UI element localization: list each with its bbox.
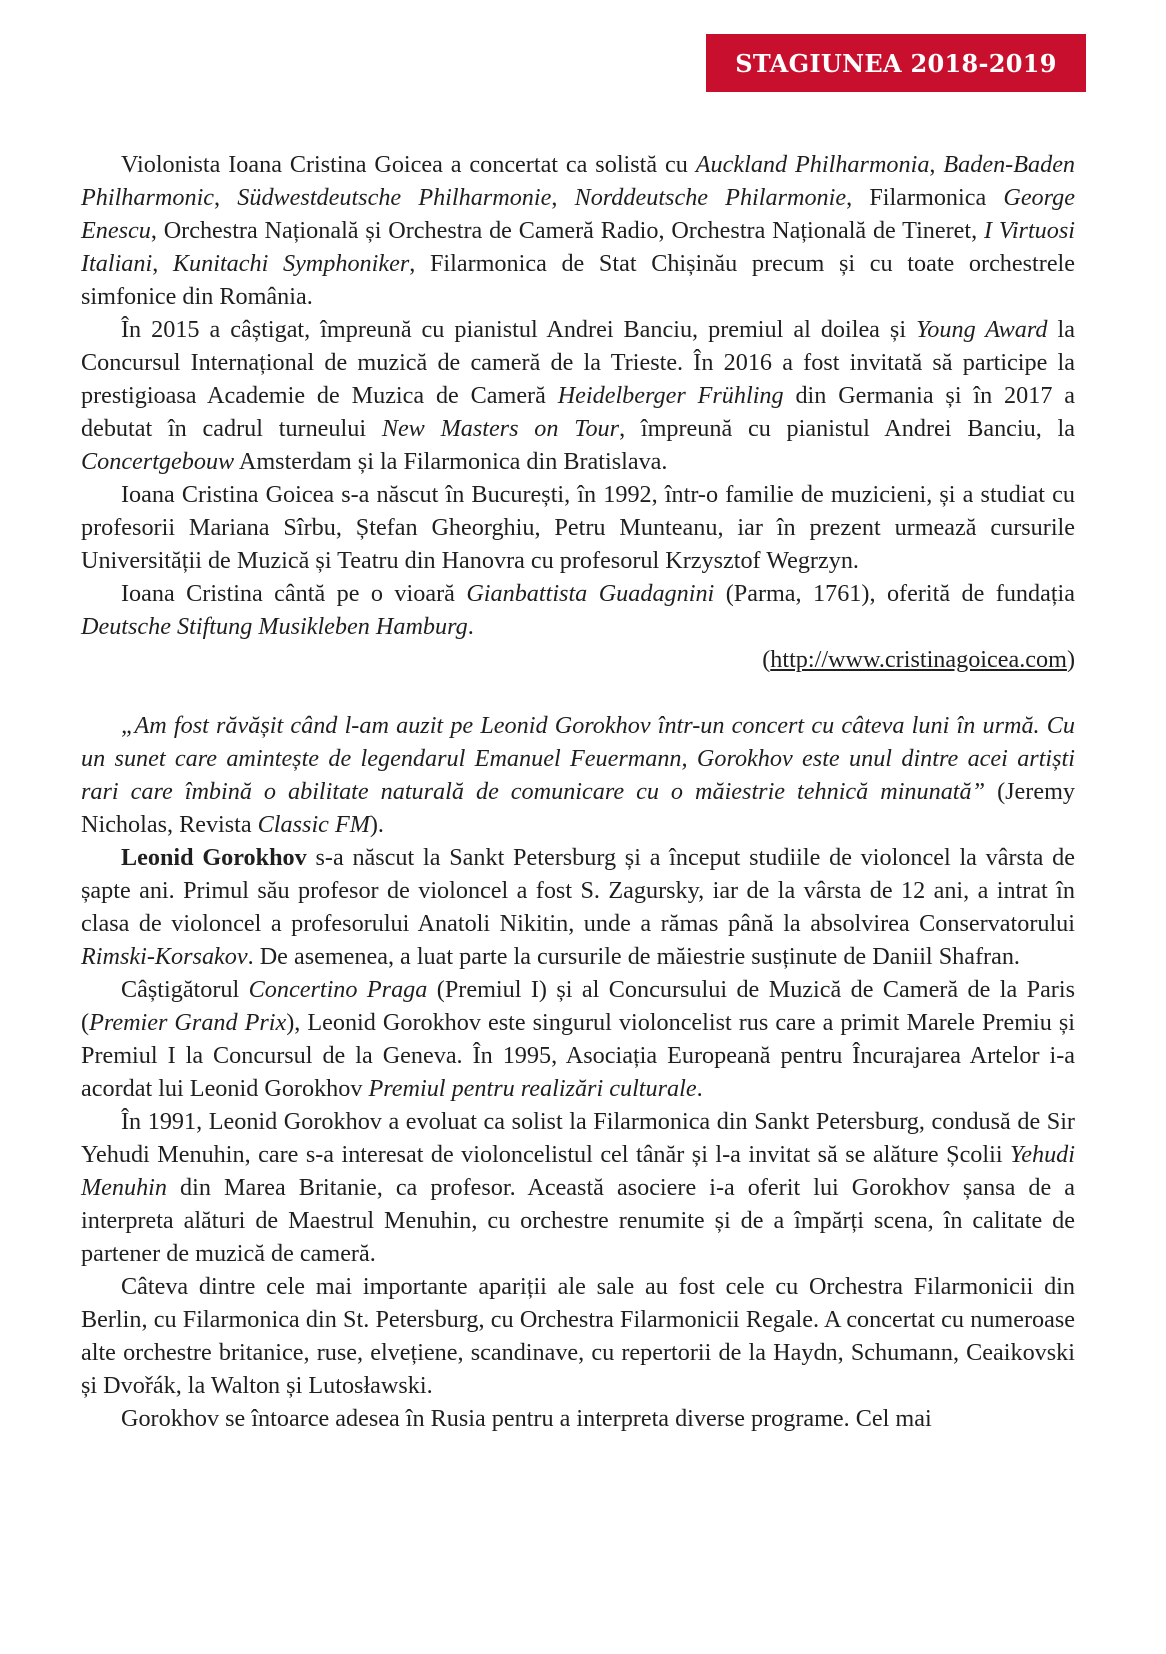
text-run: din Germania și în 2017 a debutat în cadrul turneului: [81, 382, 1076, 442]
text-run: Gorokhov se întoarce adesea în Rusia pentru a interpreta diverse programe. Cel mai: [121, 1405, 932, 1432]
paragraph: [81, 841, 1075, 973]
italic-text: Concertino Praga: [248, 976, 428, 1003]
italic-text: Deutsche Stiftung Musikleben Hamburg: [81, 613, 468, 640]
text-run: , Filarmonica: [846, 184, 1004, 211]
text-run: ), Leonid Gorokhov este singurul violoncelist rus care a primit Marele Premiu și Premiul I la Concursul de la Geneva. În 1995, Asociația Europeană pentru Încurajarea Artelor i-a acordat lui Leonid Gorokhov: [81, 1009, 1075, 1102]
text-run: Amsterdam și la Filarmonica din Bratislava.: [234, 448, 668, 475]
paragraph: [81, 313, 1075, 478]
text-run: , Filarmonica de Stat Chișinău precum și cu toate orchestrele simfonice din România.: [81, 250, 1076, 310]
text-run: ,: [551, 184, 575, 211]
italic-text: Norddeutsche Philarmonie: [574, 184, 847, 211]
text-run: .: [467, 613, 474, 640]
paragraph: [81, 973, 1075, 1105]
text-run: s-a născut la Sankt Petersburg și a început studiile de violoncel la vârsta de șapte ani. Primul său profesor de violoncel a fost S. Zagursky, iar de la vârsta de 12 ani, a intrat în clasa de violoncel a profesorului Anatoli Nikitin, unde a rămas până la absolvirea Conservatorului: [81, 844, 1075, 937]
paragraph: [81, 1402, 1075, 1435]
italic-text: „Am fost răvășit când l-am auzit pe Leonid Gorokhov într-un concert cu câteva luni în urmă. Cu un sunet care amintește de legendarul Emanuel Feuermann, Gorokhov este unul dintre acei artiști rari care îmbină o abilitate naturală de comunicare cu o măiestrie tehnică minunată”: [81, 712, 1075, 805]
italic-text: Yehudi Menuhin: [81, 1141, 1075, 1201]
text-run: (Premiul I) și al Concursului de Muzică de Cameră de la Paris (: [81, 976, 1075, 1036]
text-run: În 1991, Leonid Gorokhov a evoluat ca solist la Filarmonica din Sankt Petersburg, condusă de Sir Yehudi Menuhin, care s-a interesat de violoncelistul cel tânăr și l-a invitat să se alăture Școlii: [81, 1108, 1075, 1168]
italic-text: Young Award: [916, 316, 1048, 343]
paragraph: [81, 709, 1075, 841]
season-badge: STAGIUNEA 2018-2019: [706, 34, 1086, 92]
text-run: .: [696, 1075, 703, 1102]
italic-text: I Virtuosi Italiani: [81, 217, 1075, 277]
text-run: Ioana Cristina cântă pe o vioară: [121, 580, 467, 607]
italic-text: Rimski-Korsakov: [81, 943, 248, 970]
text-run: Ioana Cristina Goicea s-a născut în București, în 1992, într-o familie de muzicieni, și a studiat cu profesorii Mariana Sîrbu, Ștefan Gheorghiu, Petru Munteanu, iar în prezent urmează cursurile Universității de Muzică și Teatru din Hanovra cu profesorul Krzysztof Wegrzyn.: [81, 481, 1075, 574]
text-run: Câteva dintre cele mai importante apariții ale sale au fost cele cu Orchestra Filarmonicii din Berlin, cu Filarmonica din St. Petersburg, cu Orchestra Filarmonicii Regale. A concertat cu numeroase alte orchestre britanice, ruse, elvețiene, scandinave, cu repertorii de la Haydn, Schumann, Ceaikovski și Dvořák, la Walton și Lutosławski.: [81, 1273, 1075, 1399]
paragraph: [81, 148, 1075, 313]
website-link[interactable]: http://www.cristinagoicea.com: [770, 646, 1067, 673]
italic-text: Premier Grand Prix: [89, 1009, 287, 1036]
text-run: la Concursul Internațional de muzică de cameră de la Trieste. În 2016 a fost invitată să participe la prestigioasa Academie de Muzica de Cameră: [81, 316, 1075, 409]
text-run: ,: [152, 250, 173, 277]
paragraph: [81, 478, 1075, 577]
text-run: (Parma, 1761), oferită de fundația: [714, 580, 1076, 607]
text-run: ,: [214, 184, 238, 211]
text-run: În 2015 a câștigat, împreună cu pianistul Andrei Banciu, premiul al doilea și: [121, 316, 917, 343]
text-run: ).: [369, 811, 384, 838]
article-body: [81, 148, 1075, 1435]
italic-text: Concertgebouw: [81, 448, 235, 475]
text-run: din Marea Britanie, ca profesor. Această asociere i-a oferit lui Gorokhov șansa de a interpreta alături de Maestrul Menuhin, cu orchestre renumite și de a împărți scena, în calitate de partener de muzică de cameră.: [81, 1174, 1075, 1267]
text-run: , împreună cu pianistul Andrei Banciu, la: [619, 415, 1075, 442]
italic-text: Classic FM: [257, 811, 370, 838]
text-run: . De asemenea, a luat parte la cursurile de măiestrie susținute de Daniil Shafran.: [247, 943, 1020, 970]
italic-text: New Masters on Tour: [381, 415, 620, 442]
italic-text: Baden-Baden Philharmonic: [81, 151, 1076, 211]
text-run: ,: [929, 151, 944, 178]
italic-text: Südwestdeutsche Philharmonie: [237, 184, 552, 211]
italic-text: Kunitachi Symphoniker: [172, 250, 410, 277]
paragraph: [81, 1270, 1075, 1402]
paragraph: [81, 577, 1075, 643]
italic-text: Gianbattista Guadagnini: [466, 580, 715, 607]
italic-text: George Enescu: [81, 184, 1076, 244]
italic-text: Premiul pentru realizări culturale: [368, 1075, 697, 1102]
section-ioana-goicea: [81, 148, 1075, 643]
section-leonid-gorokhov: [81, 709, 1075, 1435]
website-reference: (http://www.cristinagoicea.com): [762, 646, 1075, 673]
text-run: (Jeremy Nicholas, Revista: [81, 778, 1075, 838]
bold-text: Leonid Gorokhov: [121, 844, 307, 871]
italic-text: Heidelberger Frühling: [557, 382, 784, 409]
text-run: , Orchestra Națională și Orchestra de Cameră Radio, Orchestra Națională de Tineret,: [150, 217, 984, 244]
text-run: Câștigătorul: [121, 976, 249, 1003]
text-run: Violonista Ioana Cristina Goicea a concertat ca solistă cu: [121, 151, 696, 178]
italic-text: Auckland Philharmonia: [695, 151, 930, 178]
paragraph: [81, 1105, 1075, 1270]
